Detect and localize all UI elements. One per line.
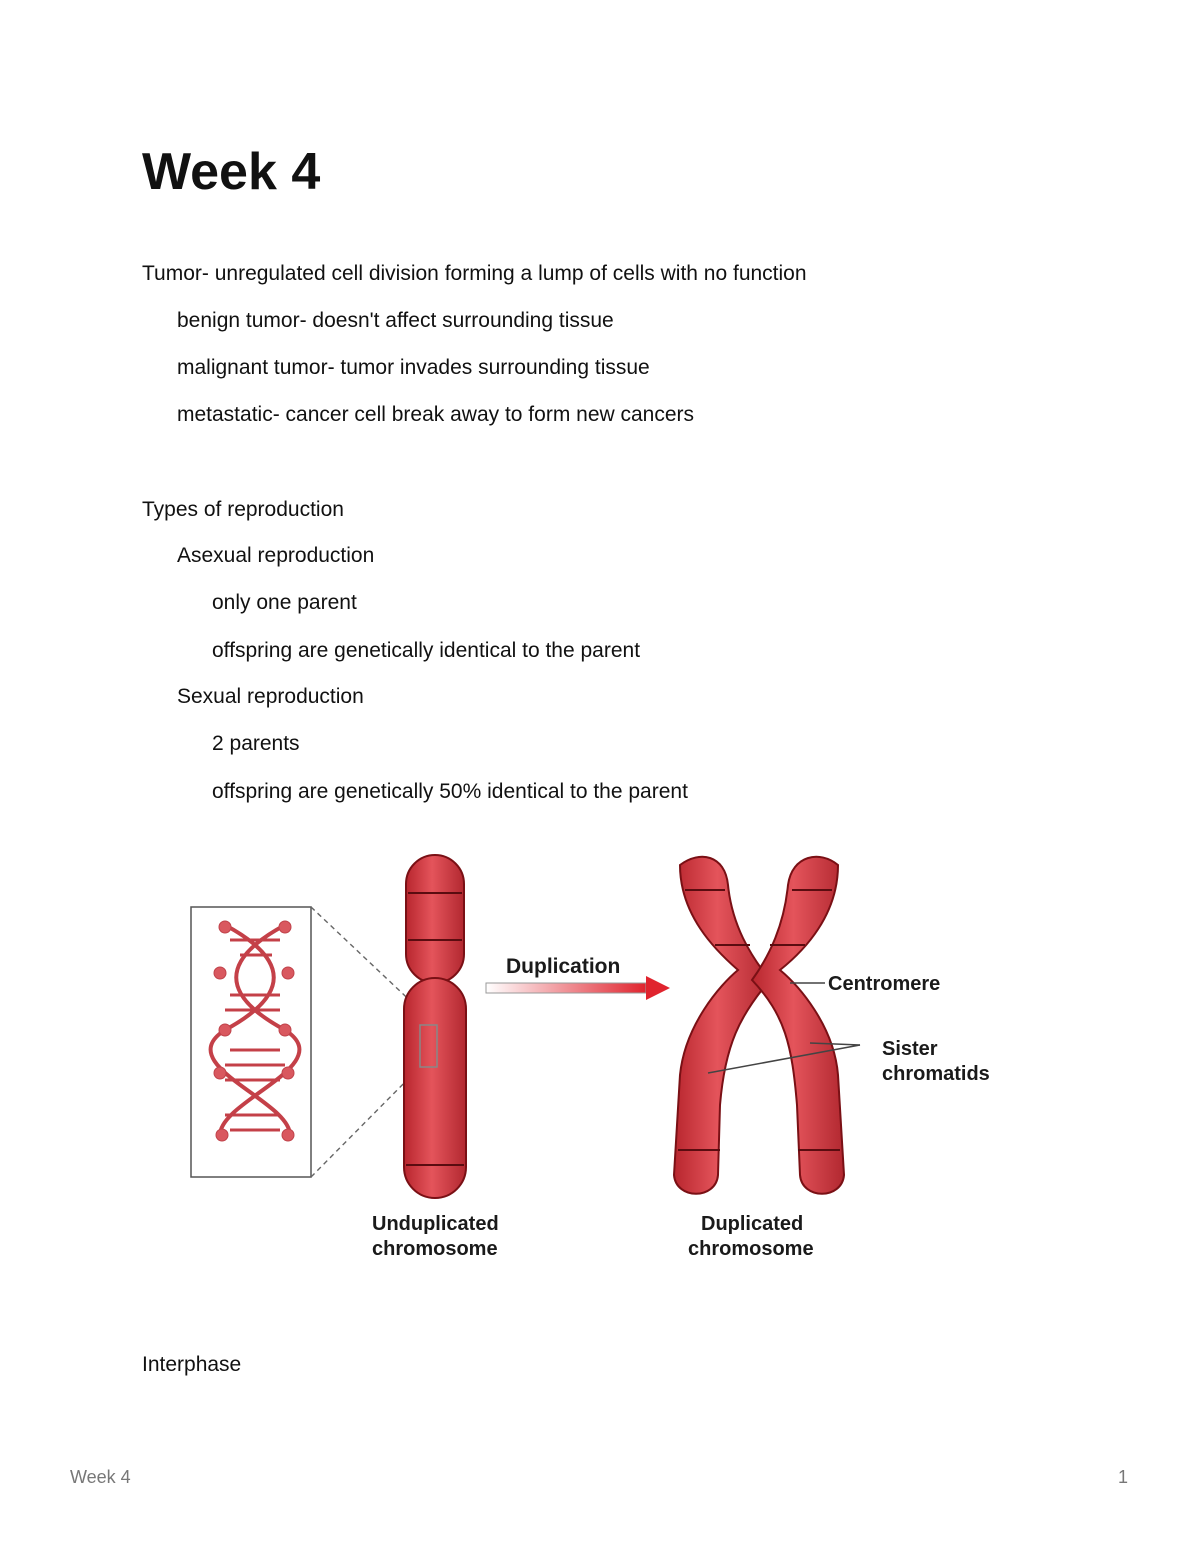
sister-label: Sister bbox=[882, 1038, 938, 1060]
dna-inset bbox=[191, 907, 311, 1177]
duplicated-chromosome bbox=[674, 857, 844, 1194]
unduplicated-chromosome bbox=[404, 855, 466, 1198]
note-line: metastatic- cancer cell break away to form new cancers bbox=[177, 403, 695, 426]
note-line: Sexual reproduction bbox=[177, 685, 364, 708]
centromere-label: Centromere bbox=[828, 973, 941, 995]
duplication-arrow bbox=[486, 955, 670, 1000]
note-line: Types of reproduction bbox=[142, 498, 344, 521]
note-line: Tumor- unregulated cell division forming a lump of cells with no function bbox=[142, 262, 807, 285]
section-heading: Interphase bbox=[142, 1353, 242, 1376]
note-line: Asexual reproduction bbox=[177, 544, 375, 567]
unduplicated-label-2: chromosome bbox=[372, 1238, 498, 1260]
note-line: malignant tumor- tumor invades surrounding tissue bbox=[177, 356, 650, 379]
chromatids-label: chromatids bbox=[882, 1063, 990, 1085]
duplication-label: Duplication bbox=[506, 955, 621, 978]
note-line: only one parent bbox=[212, 591, 357, 614]
unduplicated-label: Unduplicated bbox=[372, 1213, 499, 1235]
page-title: Week 4 bbox=[142, 143, 321, 201]
duplicated-label-2: chromosome bbox=[688, 1238, 814, 1260]
note-line: offspring are genetically identical to the parent bbox=[212, 639, 641, 662]
note-line: 2 parents bbox=[212, 732, 300, 755]
note-line: offspring are genetically 50% identical to the parent bbox=[212, 780, 688, 803]
duplicated-label: Duplicated bbox=[701, 1213, 804, 1235]
footer-title: Week 4 bbox=[70, 1467, 131, 1487]
page-number: 1 bbox=[1118, 1467, 1129, 1487]
note-line: benign tumor- doesn't affect surrounding tissue bbox=[177, 309, 614, 332]
chromosome-duplication-figure bbox=[180, 845, 1040, 1275]
